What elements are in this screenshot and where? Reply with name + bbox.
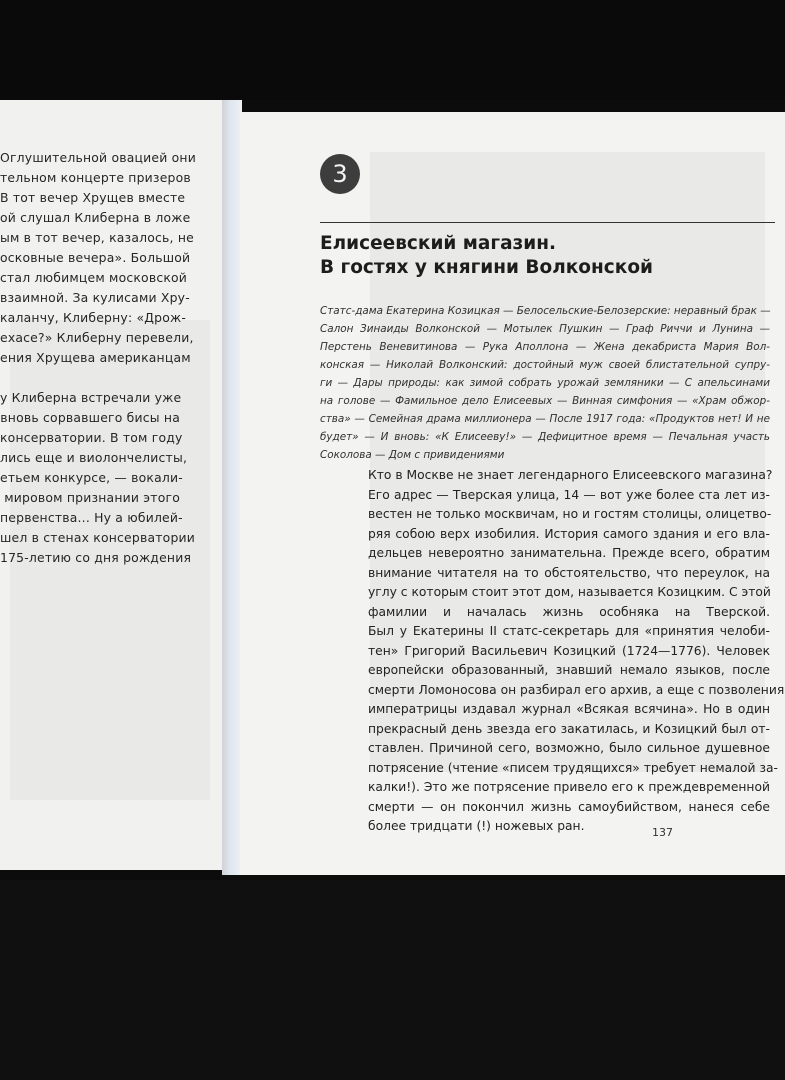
- summary-line: будет» — И вновь: «К Елисееву!» — Дефицитное время — Печальная участь: [320, 431, 770, 443]
- text-line: взаимной. За кулисами Хру-: [0, 290, 190, 305]
- body-line: калки!). Это же потрясение привело его к преждевременной: [368, 780, 770, 794]
- text-line: каланчу, Клиберну: «Дрож-: [0, 310, 187, 325]
- text-line: консерватории. В том году: [0, 430, 183, 445]
- body-line: императрицы издавал журнал «Всякая всячина». Но в один: [368, 702, 770, 716]
- text-line: мировом признании этого: [4, 490, 180, 505]
- body-line: фамилии и началась жизнь особняка на Тверской.: [368, 604, 770, 619]
- body-line: ставлен. Причиной сего, возможно, было сильное душевное: [368, 741, 770, 755]
- title-rule: [320, 222, 775, 223]
- body-line: более тридцати (!) ножевых ран.: [368, 819, 585, 833]
- summary-line: Салон Зинаиды Волконской — Мотылек Пушкин — Граф Риччи и Лунина —: [320, 323, 770, 335]
- body-line: смерти Ломоносова он разбирал его архив, а еще с позволения: [368, 682, 785, 697]
- chapter-number-badge: 3: [320, 154, 360, 194]
- body-line: европейски образованный, знавший немало языков, после: [368, 663, 770, 677]
- left-page-text: [0, 148, 196, 568]
- summary-line: конская — Николай Волконский: достойный муж своей блистательной супру-: [320, 359, 770, 371]
- summary-line: на голове — Фамильное дело Елисеевых — Винная симфония — «Храм обжор-: [320, 395, 770, 407]
- paragraph-gap: [0, 368, 180, 388]
- text-line: стал любимцем московской: [0, 270, 188, 285]
- body-line: Кто в Москве не знает легендарного Елисеевского магазина?: [368, 468, 773, 482]
- body-line: прекрасный день звезда его закатилась, и Козицкий был от-: [368, 721, 770, 736]
- chapter-title: [320, 232, 770, 280]
- scan-background-bottom: [0, 880, 785, 1080]
- chapter-title-line: В гостях у княгини Волконской: [320, 257, 653, 278]
- text-line: осковные вечера». Большой: [0, 250, 191, 265]
- text-line: лись еще и виолончелисты,: [0, 450, 188, 465]
- summary-line: Соколова — Дом с привидениями: [320, 449, 505, 461]
- left-page: [0, 100, 222, 870]
- text-line: первенства... Ну а юбилей-: [0, 510, 183, 525]
- summary-line: ги — Дары природы: как зимой собрать урожай земляники — С апельсинами: [320, 377, 770, 389]
- chapter-title-line: Елисеевский магазин.: [320, 233, 557, 254]
- scan-background-top: [0, 0, 785, 100]
- text-line: ым в тот вечер, казалось, не: [0, 230, 194, 245]
- text-line: вновь сорвавшего бисы на: [0, 410, 180, 425]
- body-line: смерти — он покончил жизнь самоубийством, нанеся себе: [368, 799, 770, 814]
- text-line: шел в стенах консерватории: [0, 530, 196, 545]
- body-text: [368, 466, 785, 837]
- body-line: ряя собою верх изобилия. История самого здания и его вла-: [368, 526, 770, 541]
- text-line: 175-летию со дня рождения: [0, 550, 192, 565]
- body-line: дельцев невероятно занимательна. Прежде всего, обратим: [368, 546, 770, 560]
- summary-line: Статс-дама Екатерина Козицкая — Белосельские-Белозерские: неравный брак —: [320, 305, 771, 317]
- body-line: потрясение (чтение «писем трудящихся» требует немалой за-: [368, 760, 778, 775]
- text-line: етьем конкурсе, — вокали-: [0, 470, 183, 485]
- text-line: ой слушал Клиберна в ложе: [0, 210, 191, 225]
- text-line: ения Хрущева американцам: [0, 350, 191, 365]
- right-page: [240, 112, 785, 875]
- body-line: Был у Екатерины II статс-секретарь для «принятия челоби-: [368, 624, 770, 638]
- book-gutter: [222, 100, 242, 875]
- summary-line: Перстень Веневитинова — Рука Аполлона — Жена декабриста Мария Вол-: [320, 341, 770, 353]
- body-line: внимание читателя на то обстоятельство, что переулок, на: [368, 565, 770, 580]
- body-line: Его адрес — Тверская улица, 14 — вот уже более ста лет из-: [368, 487, 770, 502]
- text-line: ехасе?» Клиберну перевели,: [0, 330, 194, 345]
- text-line: Оглушительной овацией они: [0, 150, 196, 165]
- body-line: вестен не только москвичам, но и гостям столицы, олицетво-: [368, 507, 772, 521]
- body-line: углу с которым стоит этот дом, называется Козицким. С этой: [368, 585, 771, 599]
- text-line: тельном концерте призеров: [0, 170, 191, 185]
- summary-line: ства» — Семейная драма миллионера — После 1917 года: «Продуктов нет! И не: [320, 413, 770, 425]
- page-number: 137: [652, 826, 673, 839]
- text-line: В тот вечер Хрущев вместе: [0, 190, 186, 205]
- body-line: тен» Григорий Васильевич Козицкий (1724—1776). Человек: [368, 643, 770, 658]
- chapter-summary: [320, 302, 770, 464]
- text-line: у Клиберна встречали уже: [0, 390, 182, 405]
